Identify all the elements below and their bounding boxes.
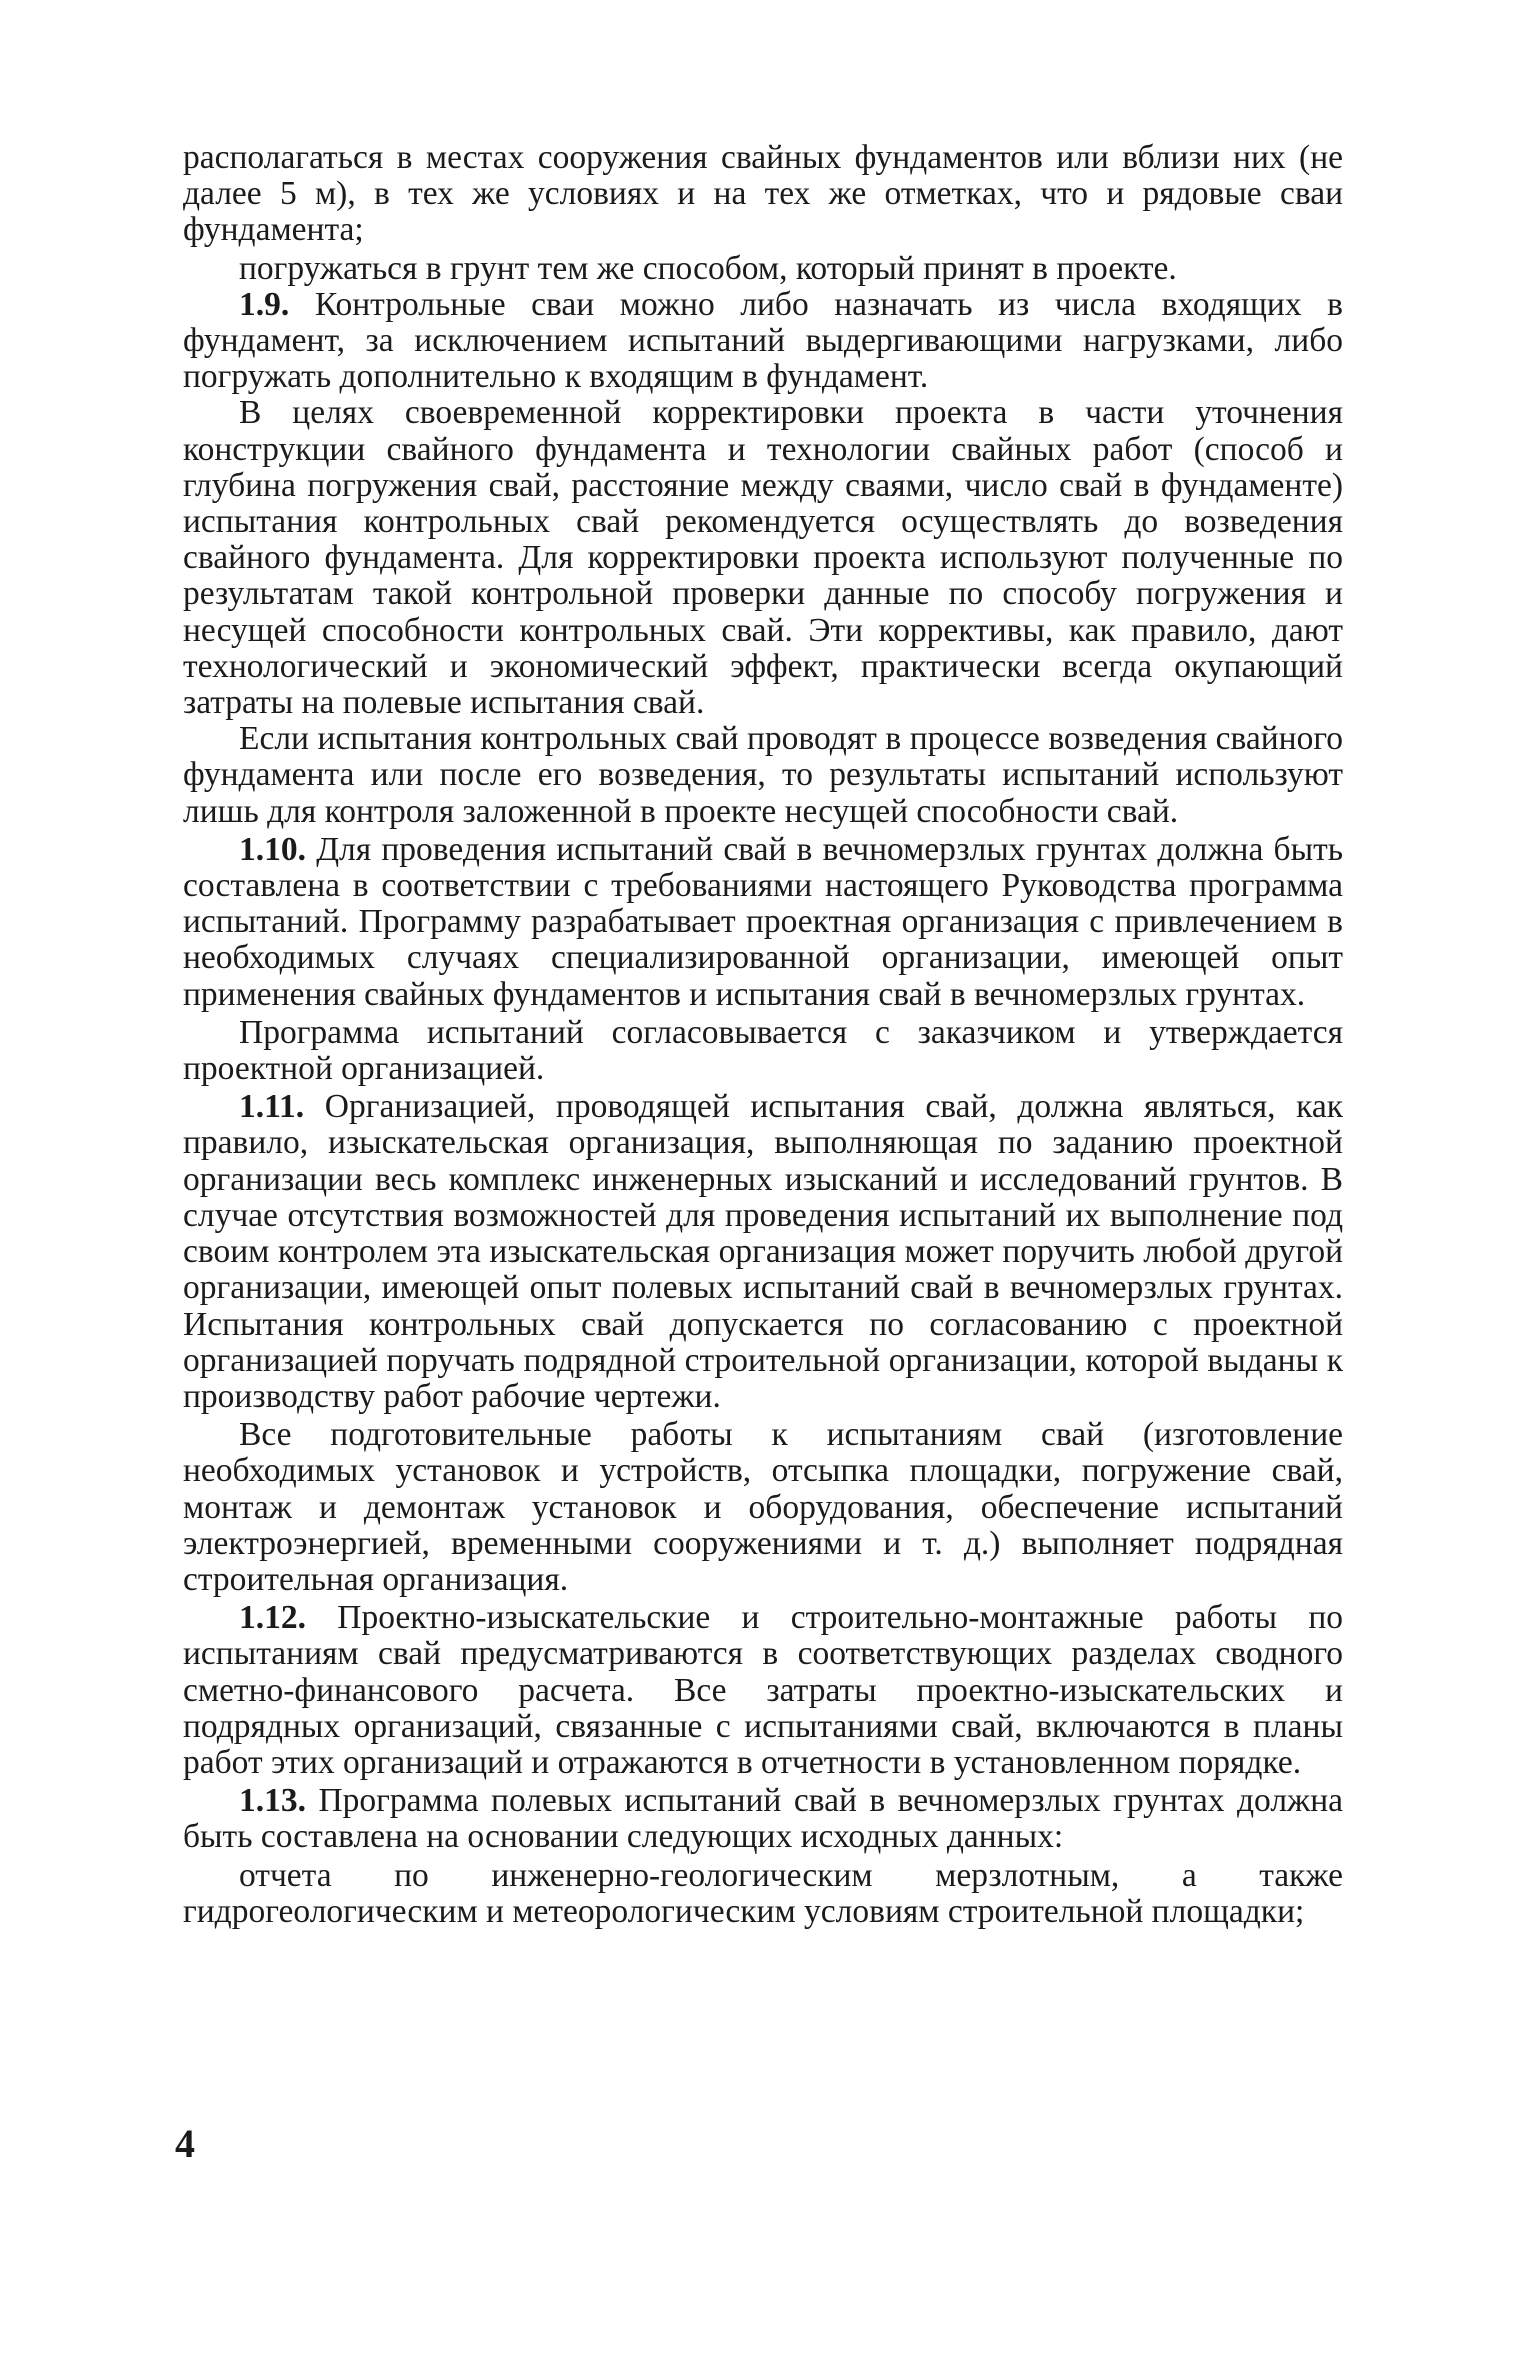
paragraph-text: Программа полевых испытаний свай в вечномерзлых грунтах должна быть составлена на основании следующих исходных данных: [183, 1782, 1343, 1856]
paragraph-text: Проектно-изыскательские и строительно-монтажные работы по испытаниям свай предусматриваются в соответствующих разделах сводного сметно-финансового расчета. Все затраты проектно-изыскательских и подрядных организаций, связанные с испытаниями свай, включаются в планы работ этих организаций и отражаются в отчетности в установленном порядке. [183, 1599, 1343, 1781]
paragraph-text: В целях своевременной корректировки проекта в части уточнения конструкции свайного фундамента и технологии свайных работ (способ и глубина погружения свай, расстояние между сваями, число свай в фундаменте) испытания контрольных свай рекомендуется осуществлять до возведения свайного фундамента. Для корректировки проекта используют полученные по результатам такой контрольной проверки данные по способу погружения и несущей способности контрольных свай. Эти коррективы, как правило, дают технологический и экономический эффект, практически всегда окупающий затраты на полевые испытания свай. [183, 394, 1343, 722]
paragraph-text: Организацией, проводящей испытания свай, должна являться, как правило, изыскательская организация, выполняющая по заданию проектной организации весь комплекс инженерных изысканий и исследований грунтов. В случае отсутствия возможностей для проведения испытаний их выполнение под своим контролем эта изыскательская организация может поручить любой другой организации, имеющей опыт полевых испытаний свай в вечномерзлых грунтах. Испытания контрольных свай допускается по согласованию с проектной организацией поручать подрядной строительной организации, которой выданы к производству работ рабочие чертежи. [183, 1088, 1343, 1415]
paragraph [183, 721, 1343, 830]
clause-number: 1.10. [239, 830, 306, 868]
paragraph-text: отчета по инженерно-геологическим мерзлотным, а также гидрогеологическим и метеорологическим условиям строительной площадки; [183, 1856, 1343, 1930]
paragraph [183, 1600, 1343, 1781]
paragraph [183, 251, 1343, 287]
paragraph [183, 832, 1343, 1013]
paragraph [183, 1015, 1343, 1087]
paragraph-text: Контрольные сваи можно либо назначать из числа входящих в фундамент, за исключением испытаний выдергивающими нагрузками, либо погружать дополнительно к входящим в фундамент. [183, 285, 1343, 396]
body-text [183, 140, 1343, 1930]
paragraph [183, 140, 1343, 249]
paragraph [183, 1417, 1343, 1598]
paragraph-text: Если испытания контрольных свай проводят в процессе возведения свайного фундамента или после его возведения, то результаты испытаний используют лишь для контроля заложенной в проекте несущей способности свай. [183, 720, 1343, 830]
paragraph-text: располагаться в местах сооружения свайных фундаментов или вблизи них (не далее 5 м), в тех же условиях и на тех же отметках, что и рядовые сваи фундамента; [183, 139, 1343, 249]
page-number: 4 [175, 2121, 195, 2166]
paragraph-text: Для проведения испытаний свай в вечномерзлых грунтах должна быть составлена в соответствии с требованиями настоящего Руководства программа испытаний. Программу разрабатывает проектная организация с привлечением в необходимых случаях специализированной организации, имеющей опыт применения свайных фундаментов и испытания свай в вечномерзлых грунтах. [183, 830, 1343, 1013]
paragraph [183, 1783, 1343, 1855]
paragraph-text: Программа испытаний согласовывается с заказчиком и утверждается проектной организацией. [183, 1013, 1343, 1088]
paragraph [183, 1089, 1343, 1415]
paragraph-text: погружаться в грунт тем же способом, который принят в проекте. [239, 249, 1177, 287]
clause-number: 1.13. [239, 1782, 306, 1820]
paragraph [183, 395, 1343, 721]
clause-number: 1.11. [239, 1088, 305, 1126]
paragraph-text: Все подготовительные работы к испытаниям свай (изготовление необходимых установок и устройств, отсыпка площадки, погружение свай, монтаж и демонтаж установок и оборудования, обеспечение испытаний электроэнергией, временными сооружениями и т. д.) выполняет подрядная строительная организация. [183, 1416, 1343, 1598]
clause-number: 1.12. [239, 1599, 306, 1637]
clause-number: 1.9. [239, 285, 290, 323]
paragraph [183, 1858, 1343, 1930]
paragraph [183, 287, 1343, 396]
